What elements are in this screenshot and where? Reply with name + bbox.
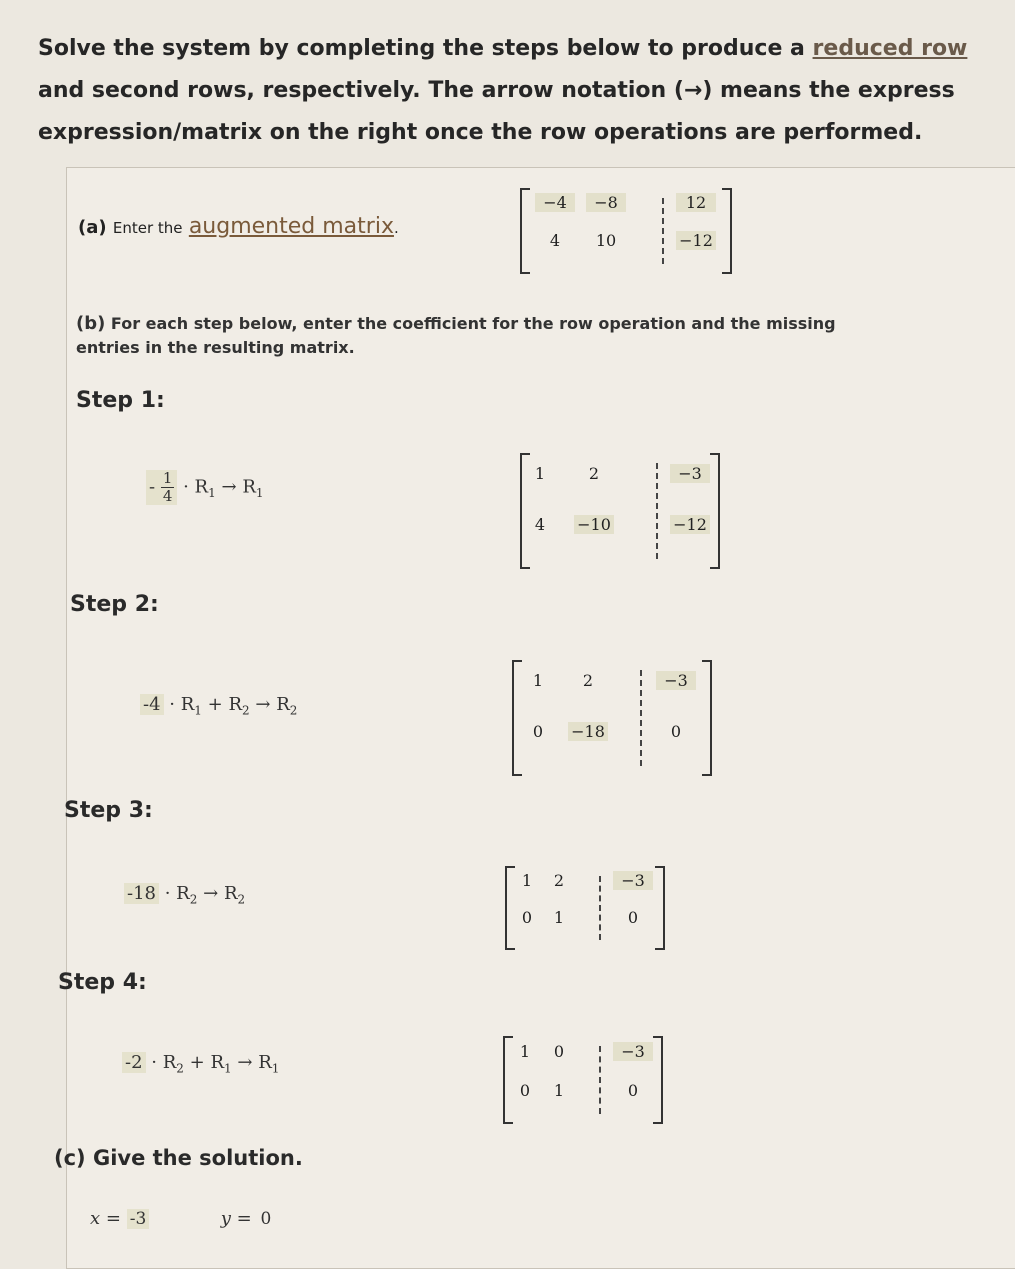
- y-value-input[interactable]: 0: [260, 1209, 272, 1229]
- bracket-right: [655, 866, 665, 950]
- step-3-operation: $-18 \cdot R_2 \to R_2$: [124, 883, 245, 907]
- step-4-title: Step 4:: [58, 970, 147, 995]
- step-1-title: Step 1:: [76, 388, 165, 413]
- matrix-cell: 0: [519, 1080, 531, 1100]
- bracket-right: [722, 188, 732, 274]
- matrix-cell[interactable]: −3: [613, 871, 653, 890]
- step-3-matrix: [505, 866, 665, 950]
- step-1-coefficient[interactable]: - $\frac{1}{4}$: [146, 470, 177, 505]
- bracket-right: [710, 453, 720, 569]
- matrix-cell[interactable]: −3: [670, 464, 710, 483]
- part-c-prompt: (c) Give the solution.: [54, 1146, 303, 1170]
- step-3-coefficient[interactable]: -18: [124, 883, 159, 904]
- augment-divider: [640, 670, 642, 766]
- matrix-cell: 10: [595, 231, 617, 251]
- instructions: [38, 28, 1015, 154]
- matrix-cell: 4: [534, 514, 546, 534]
- step-2-matrix: [512, 660, 712, 776]
- x-label: x =: [90, 1208, 121, 1229]
- step-4-operation: $-2 \cdot R_2 + R_1 \to R_1$: [122, 1052, 279, 1076]
- augment-divider: [599, 1046, 601, 1114]
- bracket-right: [702, 660, 712, 776]
- matrix-cell: 2: [553, 871, 565, 891]
- augmented-matrix-input: [520, 188, 732, 274]
- solution-row: [90, 1208, 274, 1229]
- matrix-cell: 0: [532, 721, 544, 741]
- matrix-cell[interactable]: −3: [613, 1042, 653, 1061]
- matrix-cell: 4: [549, 231, 561, 251]
- step-1-operation: - $\frac{1}{4}$ · $R_1 \to R_1$: [146, 470, 264, 505]
- step-2-coefficient[interactable]: -4: [140, 694, 164, 715]
- matrix-cell: 0: [670, 721, 682, 741]
- matrix-cell: 2: [588, 463, 600, 483]
- matrix-cell[interactable]: −18: [568, 722, 608, 741]
- part-a-prompt: (a) Enter the augmented matrix.: [78, 214, 399, 239]
- matrix-cell: 1: [532, 670, 544, 690]
- matrix-cell[interactable]: −12: [676, 231, 716, 250]
- instructions-line-1: Solve the system by completing the steps below to produce a reduced row: [38, 36, 968, 61]
- matrix-cell: 0: [521, 908, 533, 928]
- matrix-cell: 1: [553, 1080, 565, 1100]
- matrix-cell[interactable]: 12: [676, 193, 716, 212]
- augmented-matrix-link[interactable]: augmented matrix: [188, 214, 394, 239]
- augment-divider: [599, 876, 601, 940]
- part-b-prompt: (b) For each step below, enter the coefficient for the row operation and the missing entries in the resulting matrix.: [76, 313, 836, 357]
- step-4-coefficient[interactable]: -2: [122, 1052, 146, 1073]
- matrix-cell: 0: [627, 908, 639, 928]
- step-1-matrix: [520, 453, 720, 569]
- matrix-cell: 1: [553, 908, 565, 928]
- step-2-title: Step 2:: [70, 592, 159, 617]
- matrix-cell: 1: [521, 871, 533, 891]
- matrix-cell: 0: [553, 1041, 565, 1061]
- matrix-cell: 2: [582, 670, 594, 690]
- matrix-cell: 1: [519, 1041, 531, 1061]
- matrix-cell[interactable]: −10: [574, 515, 614, 534]
- reduced-row-link[interactable]: reduced row: [812, 36, 968, 61]
- matrix-cell: 1: [534, 463, 546, 483]
- step-2-operation: $-4 \cdot R_1 + R_2 \to R_2$: [140, 694, 297, 718]
- augment-divider: [656, 463, 658, 559]
- bracket-right: [653, 1036, 663, 1124]
- y-label: y =: [220, 1208, 252, 1229]
- matrix-cell[interactable]: −12: [670, 515, 710, 534]
- matrix-cell: 0: [627, 1080, 639, 1100]
- x-value-input[interactable]: -3: [127, 1209, 150, 1229]
- bracket-left: [520, 188, 530, 274]
- step-4-matrix: [503, 1036, 663, 1124]
- instructions-line-2: and second rows, respectively. The arrow notation (→) means the express: [38, 78, 955, 103]
- instructions-line-3: expression/matrix on the right once the row operations are performed.: [38, 120, 923, 145]
- step-3-title: Step 3:: [64, 798, 153, 823]
- matrix-cell[interactable]: −3: [656, 671, 696, 690]
- matrix-cell[interactable]: −4: [535, 193, 575, 212]
- matrix-cell[interactable]: −8: [586, 193, 626, 212]
- augment-divider: [662, 198, 664, 264]
